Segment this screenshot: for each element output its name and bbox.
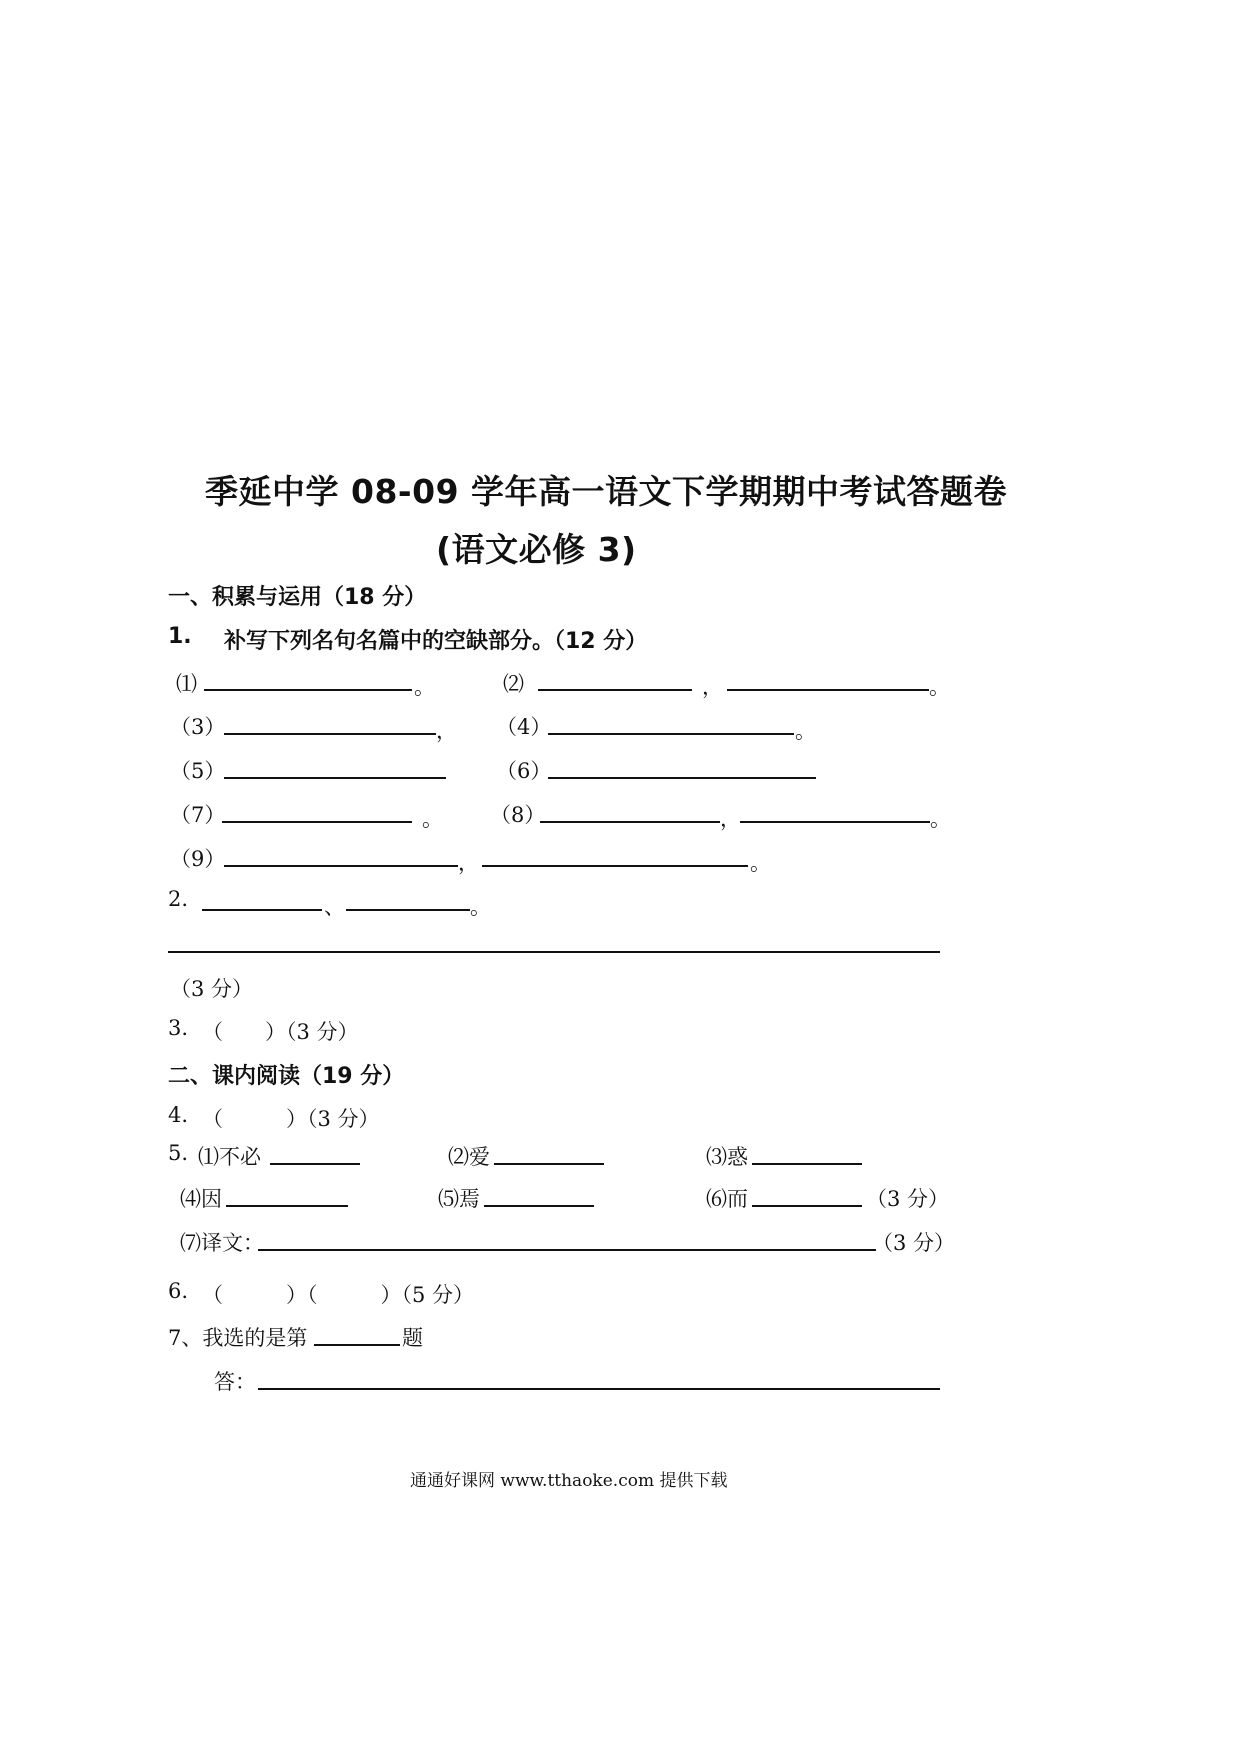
q5-score-b: （3 分） bbox=[872, 1231, 956, 1255]
q5-label: 5. bbox=[168, 1141, 189, 1165]
q3-text: （ ）（3 分） bbox=[202, 1020, 359, 1044]
item-2-blank-b[interactable] bbox=[727, 689, 929, 691]
item-4-blank[interactable] bbox=[548, 733, 794, 735]
footer-source: 通通好课网 www.tthaoke.com 提供下载 bbox=[410, 1471, 728, 1491]
q5-item-1: ⑴不必 bbox=[198, 1145, 261, 1169]
q3-label: 3. bbox=[168, 1016, 189, 1040]
item-1-blank[interactable] bbox=[204, 689, 412, 691]
q1-text: 补写下列名句名篇中的空缺部分。（12 分） bbox=[224, 629, 648, 654]
q4-text: （ ）（3 分） bbox=[202, 1107, 380, 1131]
item-9-blank-a[interactable] bbox=[224, 865, 458, 867]
exam-subtitle: (语文必修 3) bbox=[436, 530, 637, 569]
item-1-number: ⑴ bbox=[176, 672, 197, 696]
q2-answer-line[interactable] bbox=[168, 951, 940, 953]
item-3-blank[interactable] bbox=[224, 733, 436, 735]
item-2-number: ⑵ bbox=[503, 672, 524, 696]
q5-score-a: （3 分） bbox=[866, 1187, 950, 1211]
item-4-end: 。 bbox=[795, 719, 816, 743]
q5-item-2: ⑵爱 bbox=[448, 1145, 490, 1169]
item-8-blank-a[interactable] bbox=[540, 821, 720, 823]
item-4-number: （4） bbox=[496, 715, 552, 739]
q5-item-4-blank[interactable] bbox=[226, 1205, 348, 1207]
item-7-end: 。 bbox=[422, 807, 443, 831]
q7-choice-blank[interactable] bbox=[314, 1344, 400, 1346]
section-heading-1: 一、积累与运用（18 分） bbox=[168, 585, 427, 610]
q5-item-6: ⑹而 bbox=[706, 1187, 748, 1211]
item-9-end: 。 bbox=[750, 851, 771, 875]
item-8-number: （8） bbox=[490, 803, 546, 827]
q5-item-6-blank[interactable] bbox=[752, 1205, 862, 1207]
q5-translate-blank[interactable] bbox=[258, 1249, 876, 1251]
item-9-number: （9） bbox=[170, 847, 226, 871]
q2-end: 。 bbox=[470, 895, 491, 919]
q2-label: 2. bbox=[168, 887, 189, 911]
q5-item-1-blank[interactable] bbox=[270, 1163, 360, 1165]
q6-text: （ ）（ ）（5 分） bbox=[202, 1283, 475, 1307]
q5-item-5-blank[interactable] bbox=[484, 1205, 594, 1207]
q7-answer-label: 答： bbox=[214, 1370, 256, 1394]
q7-label: 7、我选的是第 bbox=[168, 1326, 308, 1350]
q5-item-3-blank[interactable] bbox=[752, 1163, 862, 1165]
item-1-end: 。 bbox=[414, 675, 435, 699]
section-heading-2: 二、课内阅读（19 分） bbox=[168, 1064, 405, 1089]
item-3-end: ， bbox=[436, 719, 457, 743]
q5-item-4: ⑷因 bbox=[180, 1187, 222, 1211]
q2-blank-b[interactable] bbox=[346, 909, 470, 911]
q7-answer-blank[interactable] bbox=[258, 1388, 940, 1390]
item-6-number: （6） bbox=[496, 759, 552, 783]
item-8-end: 。 bbox=[930, 807, 951, 831]
item-2-blank-a[interactable] bbox=[538, 689, 692, 691]
q2-mid: 、 bbox=[324, 895, 345, 919]
q2-score: （3 分） bbox=[170, 977, 254, 1001]
q2-blank-a[interactable] bbox=[202, 909, 322, 911]
q5-item-5: ⑸焉 bbox=[438, 1187, 480, 1211]
q5-item-3: ⑶惑 bbox=[706, 1145, 748, 1169]
item-2-mid: ， bbox=[702, 675, 723, 699]
item-8-blank-b[interactable] bbox=[740, 821, 930, 823]
item-9-mid: ， bbox=[458, 851, 479, 875]
item-7-number: （7） bbox=[170, 803, 226, 827]
item-7-blank[interactable] bbox=[222, 821, 412, 823]
item-5-number: （5） bbox=[170, 759, 226, 783]
item-2-end: 。 bbox=[929, 675, 950, 699]
item-3-number: （3） bbox=[170, 715, 226, 739]
q6-label: 6. bbox=[168, 1279, 189, 1303]
exam-title: 季延中学 08-09 学年高一语文下学期期中考试答题卷 bbox=[205, 472, 1008, 511]
item-6-blank[interactable] bbox=[548, 777, 816, 779]
q7-suffix: 题 bbox=[402, 1326, 423, 1350]
q4-label: 4. bbox=[168, 1103, 189, 1127]
q1-label: 1. bbox=[168, 624, 192, 649]
item-5-blank[interactable] bbox=[224, 777, 446, 779]
q5-translate-label: ⑺译文： bbox=[180, 1231, 264, 1255]
item-9-blank-b[interactable] bbox=[482, 865, 748, 867]
item-8-mid: ， bbox=[720, 807, 741, 831]
q5-item-2-blank[interactable] bbox=[494, 1163, 604, 1165]
